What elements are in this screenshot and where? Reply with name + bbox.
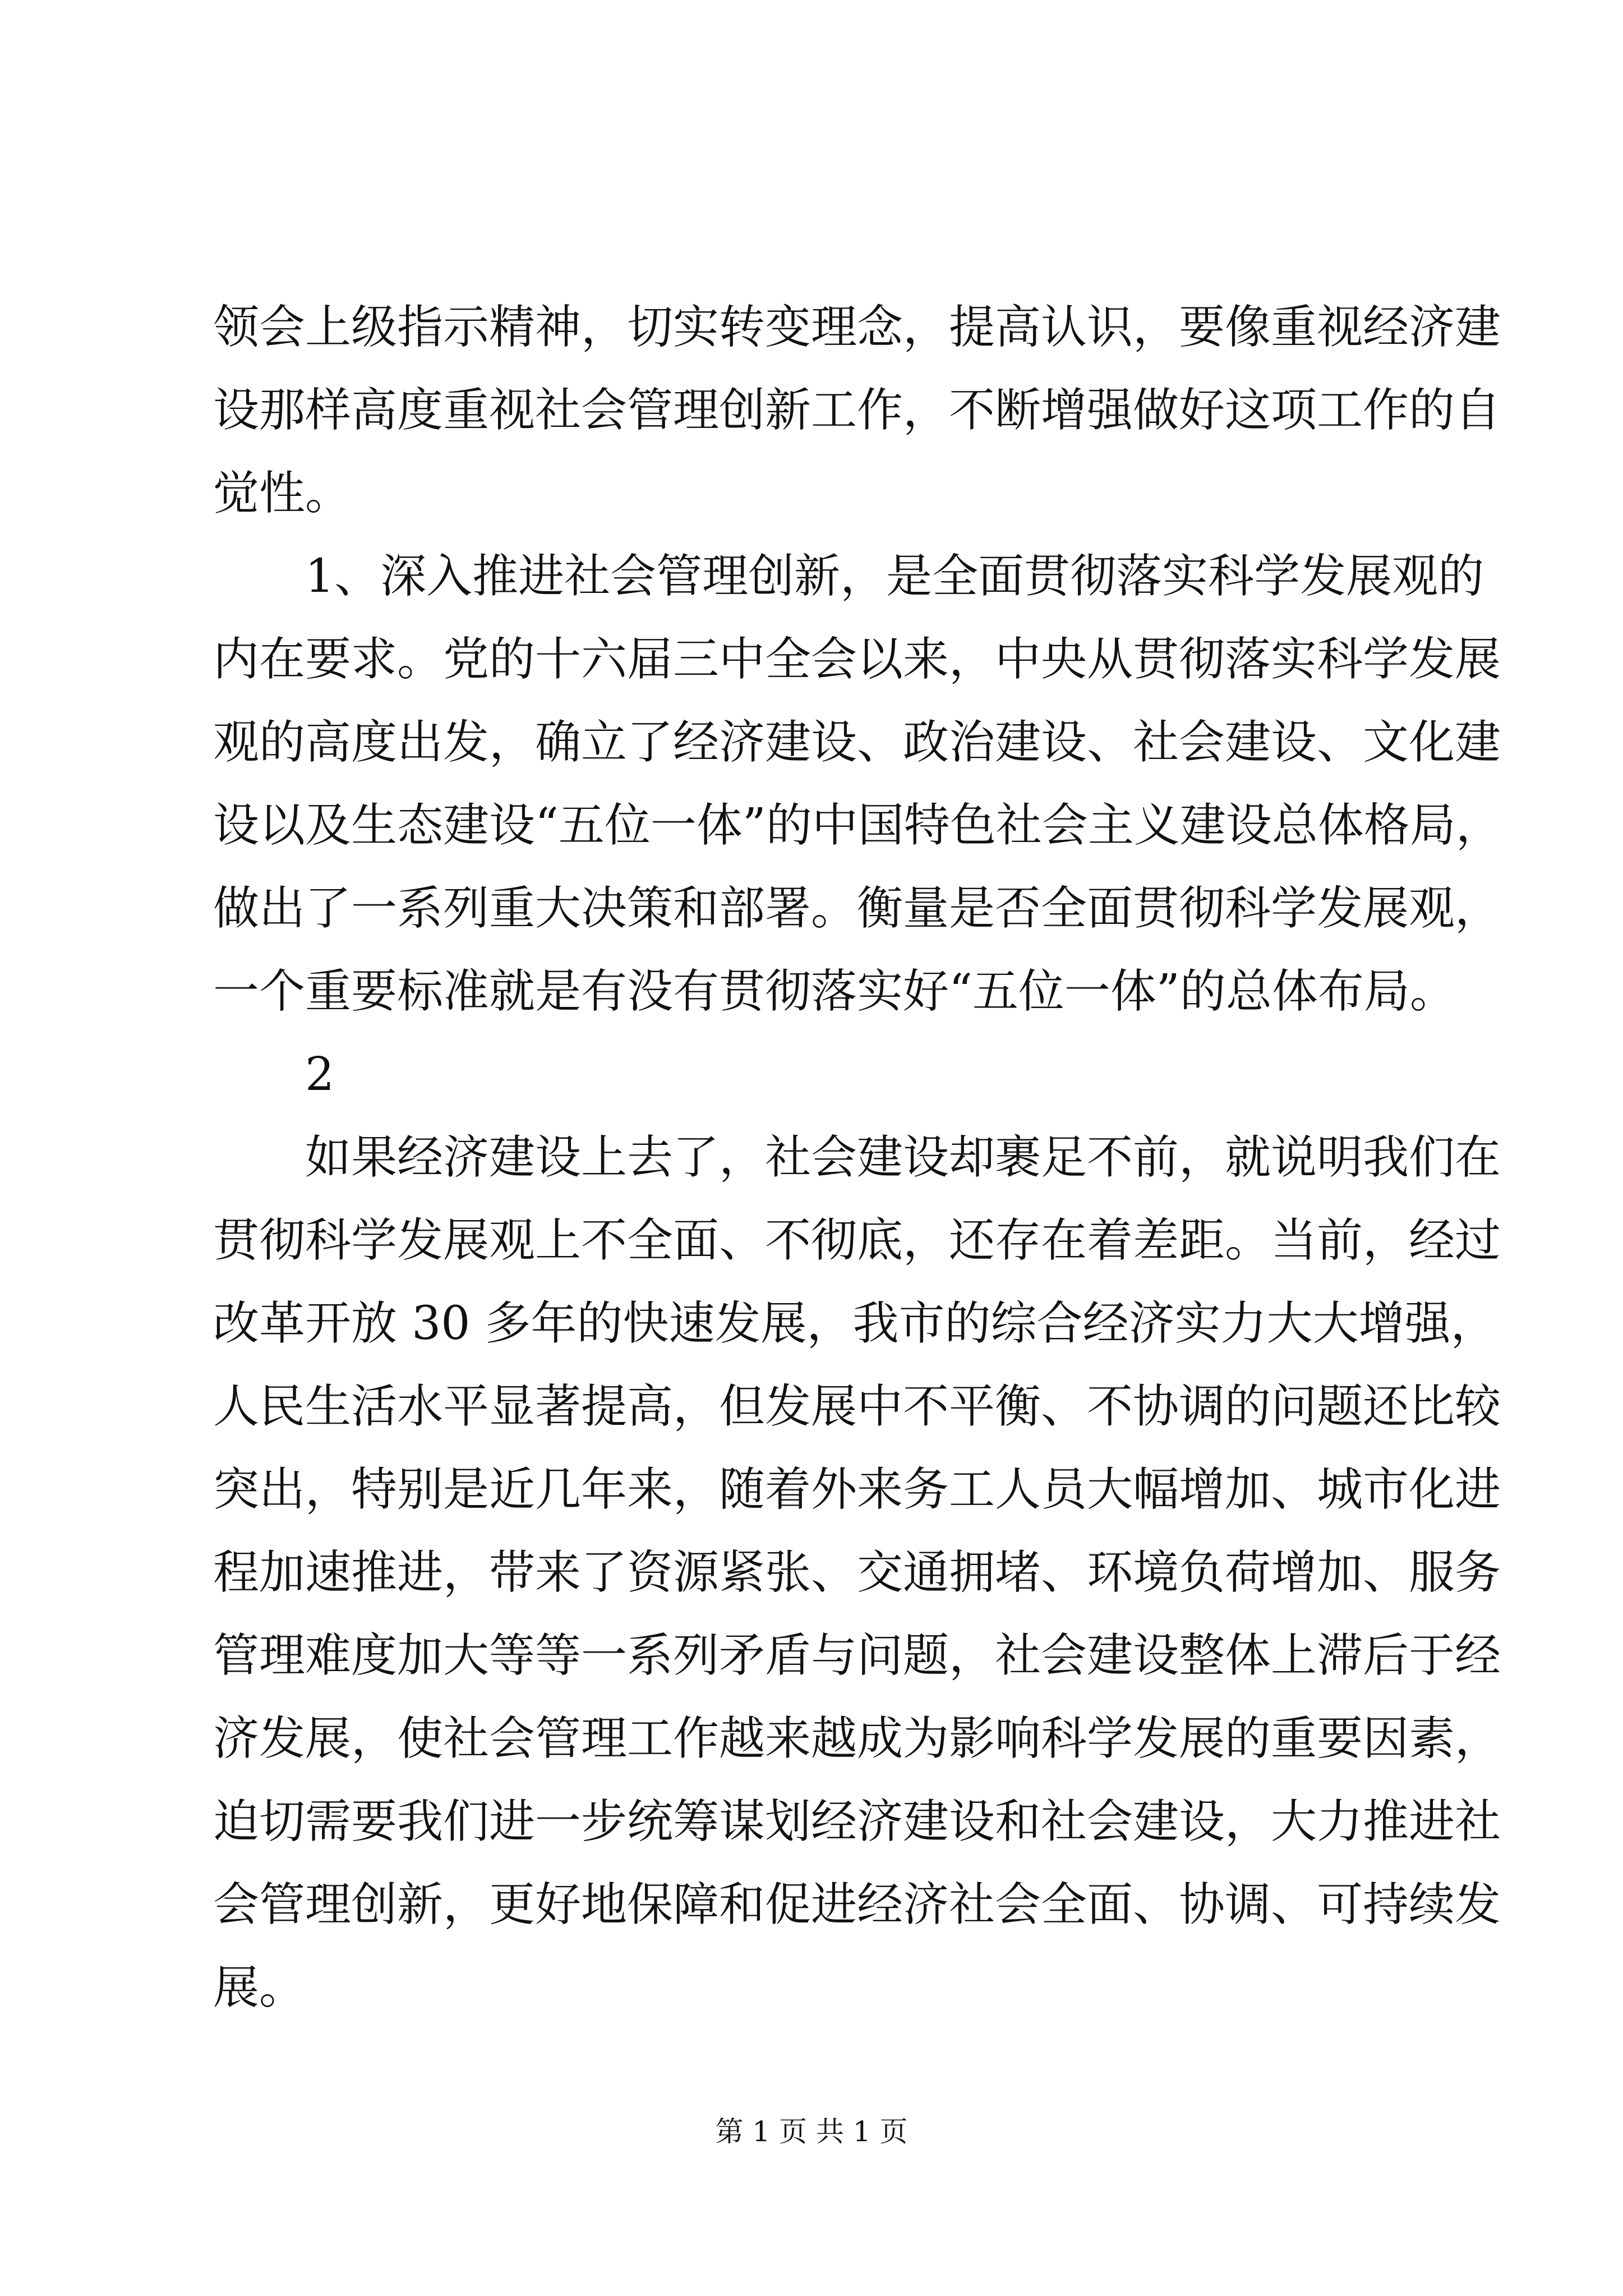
text-line: 设以及生态建设“五位一体”的中国特色社会主义建设总体格局，	[213, 799, 1502, 852]
text-line: 做出了一系列重大决策和部署。衡量是否全面贯彻科学发展观，	[213, 882, 1501, 935]
text-line: 观的高度出发，确立了经济建设、政治建设、社会建设、文化建	[213, 716, 1501, 769]
document-body	[213, 286, 1502, 2030]
text-line: 2	[213, 1048, 335, 1101]
text-line: 济发展，使社会管理工作越来越成为影响科学发展的重要因素，	[213, 1712, 1501, 1765]
text-line: 如果经济建设上去了，社会建设却裹足不前，就说明我们在	[213, 1131, 1501, 1184]
text-line: 贯彻科学发展观上不全面、不彻底，还存在着差距。当前，经过	[213, 1214, 1501, 1267]
text-line: 内在要求。党的十六届三中全会以来，中央从贯彻落实科学发展	[213, 633, 1501, 686]
text-line: 管理难度加大等等一系列矛盾与问题，社会建设整体上滞后于经	[213, 1629, 1501, 1682]
text-line: 会管理创新，更好地保障和促进经济社会全面、协调、可持续发	[213, 1878, 1501, 1931]
text-line: 1、深入推进社会管理创新，是全面贯彻落实科学发展观的	[213, 550, 1484, 603]
text-line: 程加速推进，带来了资源紧张、交通拥堵、环境负荷增加、服务	[213, 1546, 1501, 1599]
text-line: 突出，特别是近几年来，随着外来务工人员大幅增加、城市化进	[213, 1463, 1501, 1516]
text-line: 领会上级指示精神，切实转变理念，提高认识，要像重视经济建	[213, 301, 1501, 354]
text-line: 觉性。	[213, 467, 352, 520]
text-line: 人民生活水平显著提高，但发展中不平衡、不协调的问题还比较	[213, 1380, 1501, 1433]
page-number-text: 第 1 页 共 1 页	[715, 2115, 908, 2148]
text-line: 一个重要标准就是有没有贯彻落实好“五位一体”的总体布局。	[213, 965, 1456, 1018]
text-line: 设那样高度重视社会管理创新工作，不断增强做好这项工作的自	[213, 384, 1501, 437]
text-line: 迫切需要我们进一步统筹谋划经济建设和社会建设，大力推进社	[213, 1795, 1501, 1848]
text-line: 展。	[213, 1961, 306, 2014]
text-line: 改革开放 30 多年的快速发展，我市的综合经济实力大大增强，	[213, 1297, 1497, 1350]
page-footer	[0, 2109, 1623, 2154]
